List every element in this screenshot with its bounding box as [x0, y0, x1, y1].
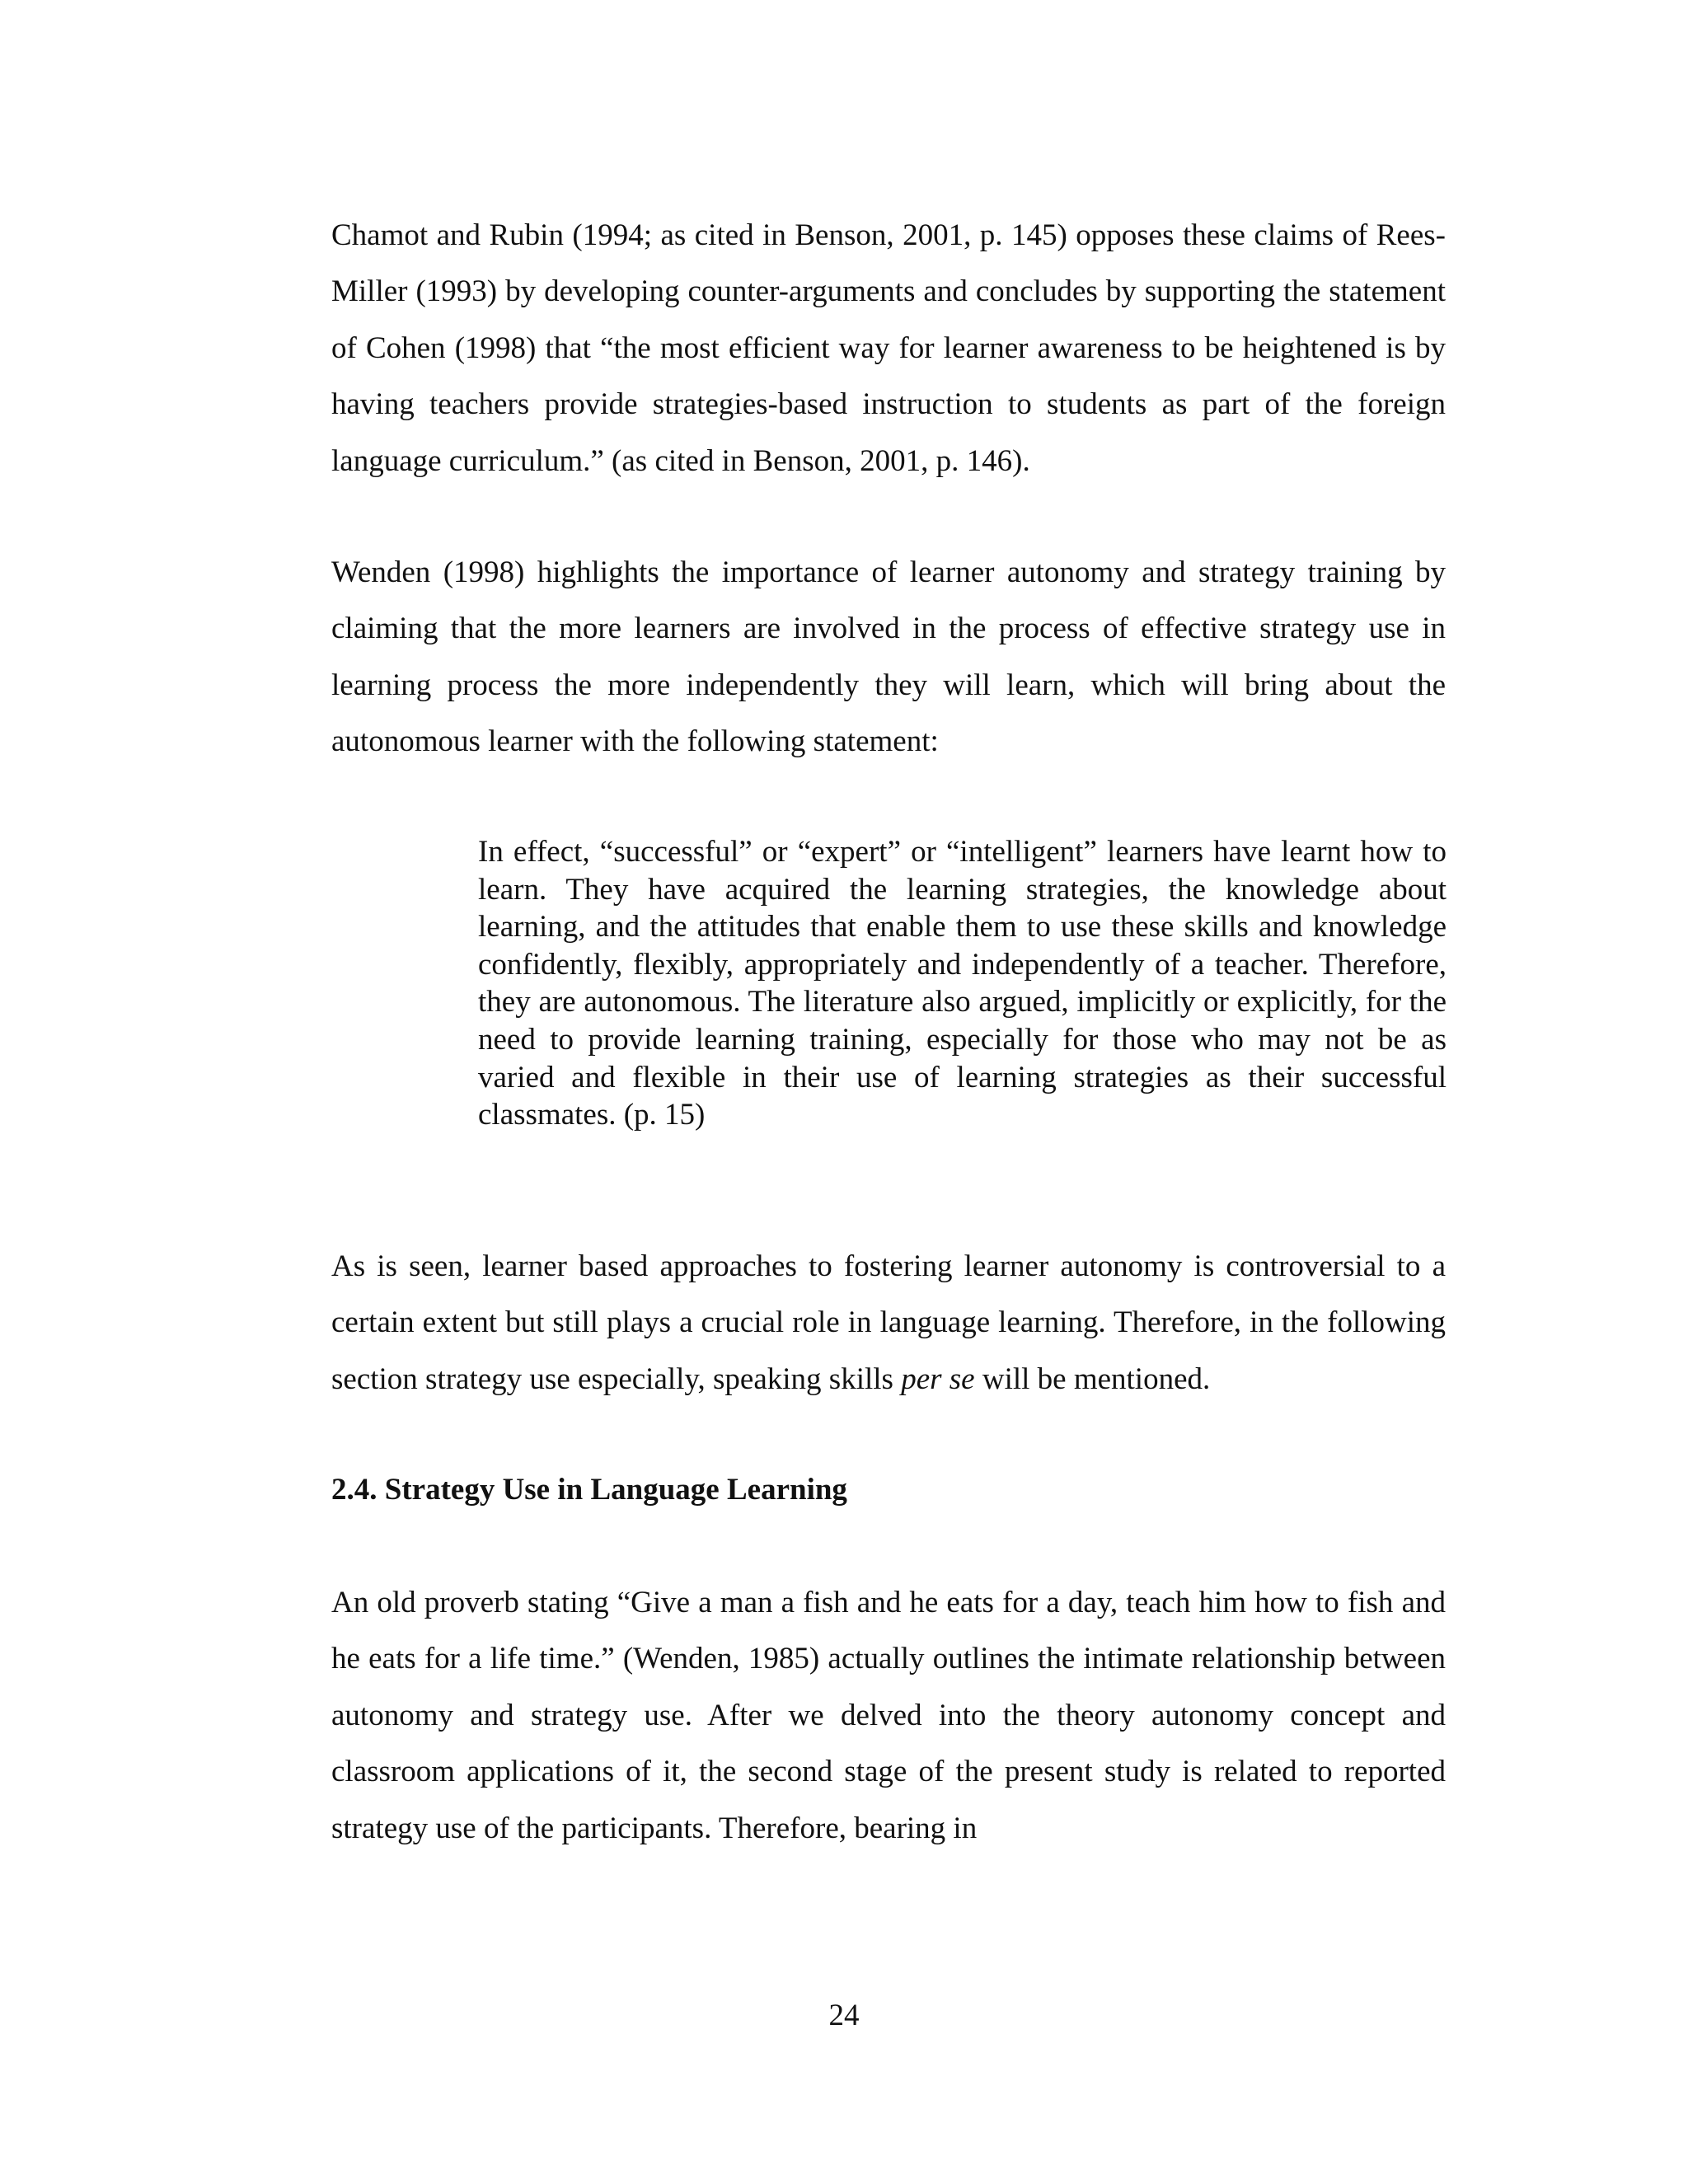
paragraph-old-proverb: An old proverb stating “Give a man a fish and he eats for a day, teach him how to fish and he eats for a life time.” (Wenden, 1985) actually outlines the intimate relationship between autonomy and strategy use. After we delved into the theory autonomy concept and classroom applications of it, the second stage of the present study is related to reported strategy use of the participants. Therefore, bearing in [331, 1586, 1446, 1845]
page-number: 24 [828, 1999, 860, 2032]
paragraph-learner-based-approaches [331, 1239, 1446, 1408]
paragraph-text-end: will be mentioned. [974, 1361, 1211, 1396]
paragraph-chamot-rubin: Chamot and Rubin (1994; as cited in Benson, 2001, p. 145) opposes these claims of Rees-Miller (1993) by developing counter-arguments and concludes by supporting the statement of Cohen (1998) that “the most efficient way for learner awareness to be heightened is by having teachers provide strategies-based instruction to students as part of the foreign language curriculum.” (as cited in Benson, 2001, p. 146). [331, 218, 1446, 478]
italic-per-se: per se [901, 1361, 975, 1396]
paragraph-wenden: Wenden (1998) highlights the importance of learner autonomy and strategy training by claiming that the more learners are involved in the process of effective strategy use in learning process the more independently they will learn, which will bring about the autonomous learner with the following statement: [331, 555, 1446, 759]
paragraph-text-start: As is seen, learner based approaches to fostering learner autonomy is controversial to a certain extent but still plays a crucial role in language learning. Therefore, in the following section strategy use especially, speaking skills [331, 1249, 1446, 1396]
section-heading: 2.4. Strategy Use in Language Learning [331, 1473, 847, 1507]
block-quote: In effect, “successful” or “expert” or “intelligent” learners have learnt how to learn. They have acquired the learning strategies, the knowledge about learning, and the attitudes that enable them to use these skills and knowledge confidently, flexibly, appropriately and independently of a teacher. Therefore, they are autonomous. The literature also argued, implicitly or explicitly, for the need to provide learning training, especially for those who may not be as varied and flexible in their use of learning strategies as their successful classmates. (p. 15) [478, 835, 1447, 1132]
